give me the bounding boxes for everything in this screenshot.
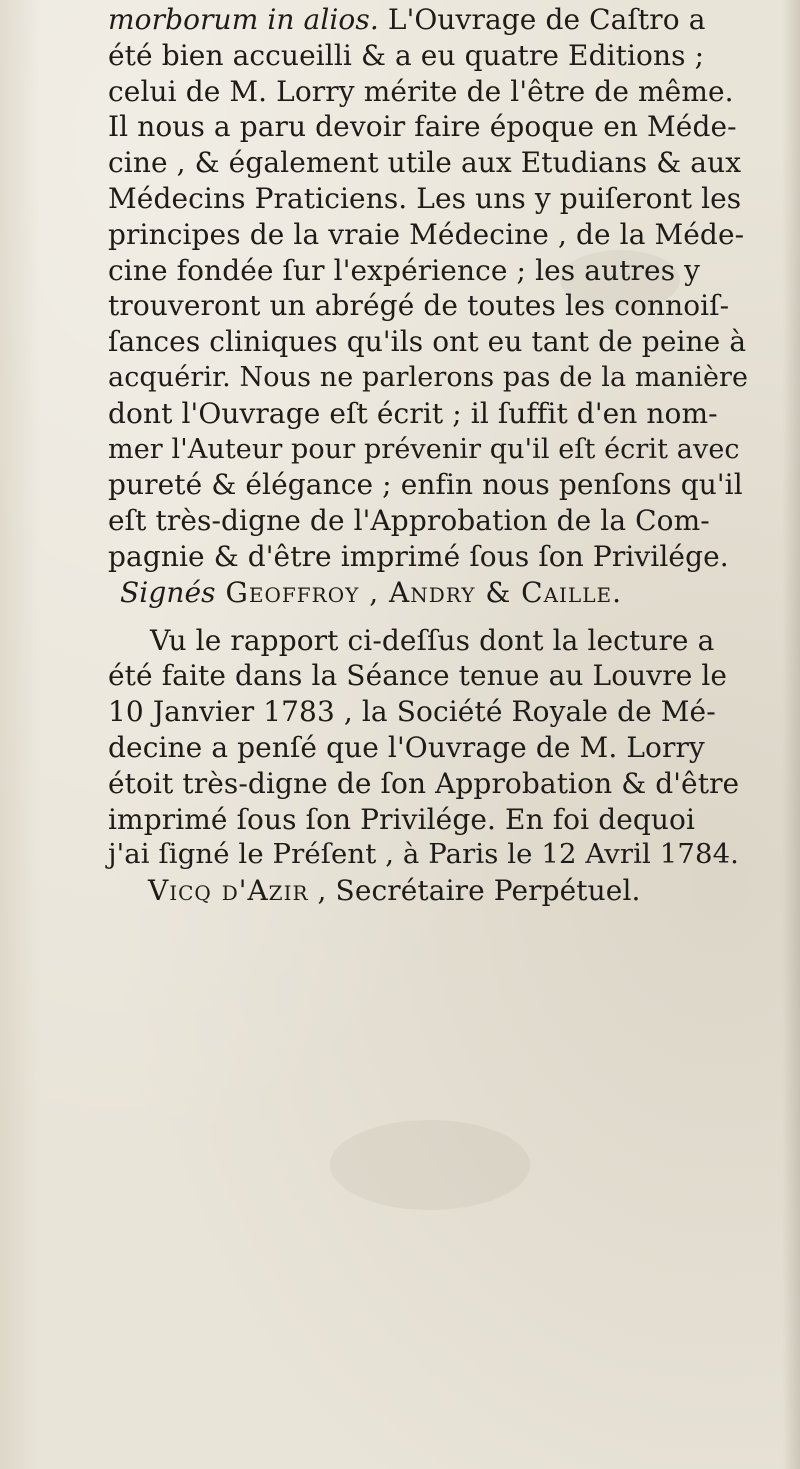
text-line: imprimé ſous ſon Privilége. En foi dequoi — [108, 802, 696, 836]
text-line: pagnie & d'être imprimé ſous ſon Privilége. — [108, 539, 729, 573]
text-line: ſances cliniques qu'ils ont eu tant de peine à — [108, 325, 747, 359]
text-line: trouveront un abrégé de toutes les connoiſ- — [108, 289, 730, 323]
page-text — [108, 2, 748, 909]
signatories-line — [108, 575, 748, 611]
signers-names: Geoffroy , Andry & Caille. — [215, 575, 622, 609]
society-paragraph — [108, 623, 748, 909]
text-line: pureté & élégance ; enfin nous penſons qu'il — [108, 468, 743, 502]
text-line: été bien accueilli & a eu quatre Editions ; — [108, 38, 705, 72]
text-line: morborum in alios. L'Ouvrage de Caſtro a — [108, 3, 706, 36]
text-line: Il nous a paru devoir faire époque en Méde- — [108, 110, 737, 144]
latin-phrase: morborum in alios. — [108, 3, 379, 36]
secretary-name: Vicq d'Azir — [148, 874, 309, 908]
text-line: mer l'Auteur pour prévenir qu'il eſt écrit avec — [108, 433, 740, 465]
secretary-signature-line — [108, 873, 748, 909]
text-line: étoit très-digne de ſon Approbation & d'être — [108, 766, 740, 800]
text-line: été faite dans la Séance tenue au Louvre le — [108, 659, 728, 693]
page-gutter-shade — [0, 0, 40, 1469]
text-line: j'ai ſigné le Préſent , à Paris le 12 Avril 1784. — [108, 838, 740, 871]
text-line: principes de la vraie Médecine , de la Méde- — [108, 217, 745, 251]
text-line: cine fondée ſur l'expérience ; les autres y — [108, 253, 701, 287]
signed-label: Signés — [120, 575, 216, 609]
paragraph-gap — [108, 611, 748, 623]
text-line: decine a penſé que l'Ouvrage de M. Lorry — [108, 730, 705, 764]
text-line: dont l'Ouvrage eſt écrit ; il ſuffit d'en nom- — [108, 396, 718, 430]
secretary-title: , Secrétaire Perpétuel. — [308, 874, 641, 908]
text-line: cine , & également utile aux Etudians & aux — [108, 146, 742, 180]
text-line: celui de M. Lorry mérite de l'être de même. — [108, 74, 734, 108]
text-line: 10 Janvier 1783 , la Société Royale de Mé- — [108, 695, 716, 729]
text-line: acquérir. Nous ne parlerons pas de la manière — [108, 361, 749, 393]
text-line: eſt très-digne de l'Approbation de la Com- — [108, 504, 710, 538]
paper-stain — [330, 1120, 530, 1210]
page-edge-shade — [782, 0, 800, 1469]
text-line: Médecins Praticiens. Les uns y puiſeront les — [108, 181, 742, 215]
text-line: Vu le rapport ci-deſſus dont la lecture a — [150, 623, 715, 657]
approval-paragraph — [108, 2, 748, 611]
